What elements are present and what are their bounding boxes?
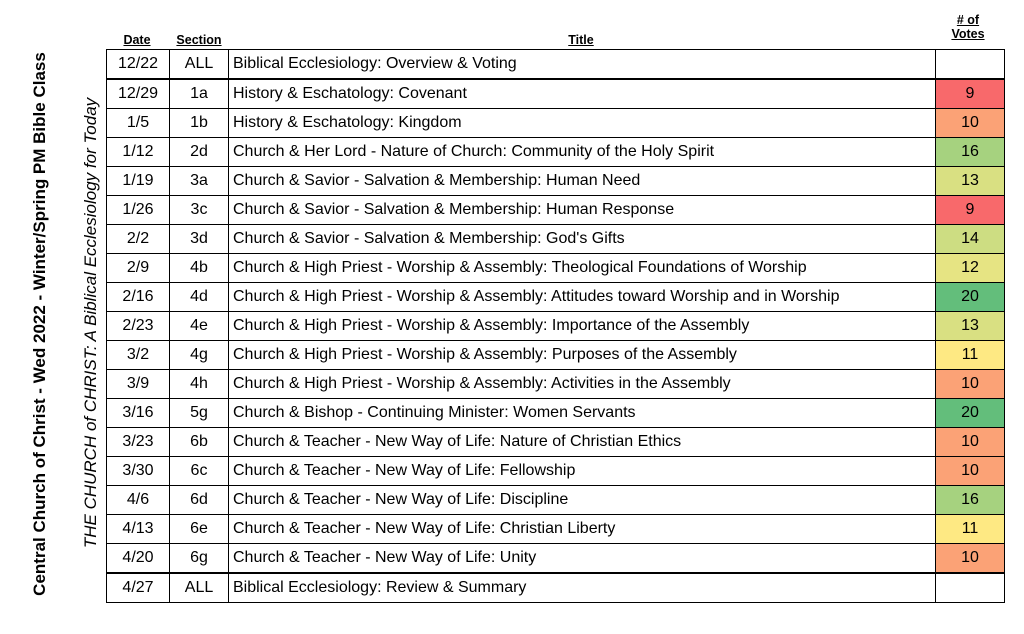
cell-date: 2/23	[107, 312, 170, 341]
cell-section: 3a	[170, 167, 229, 196]
cell-title: Church & Savior - Salvation & Membership: Human Response	[229, 196, 936, 225]
cell-title: Church & Savior - Salvation & Membership: God's Gifts	[229, 225, 936, 254]
header-votes-label: # of Votes	[951, 13, 985, 41]
table-row	[107, 254, 1005, 283]
side-subtitle: THE CHURCH of CHRIST: A Biblical Ecclesiology for Today	[81, 97, 100, 549]
cell-votes: 9	[936, 79, 1005, 109]
cell-section: 6b	[170, 428, 229, 457]
table-row	[107, 50, 1005, 80]
cell-date: 3/2	[107, 341, 170, 370]
cell-votes: 13	[936, 312, 1005, 341]
table-row	[107, 167, 1005, 196]
cell-title: Church & High Priest - Worship & Assembly: Attitudes toward Worship and in Worship	[229, 283, 936, 312]
table-row	[107, 225, 1005, 254]
cell-title: Church & Teacher - New Way of Life: Christian Liberty	[229, 515, 936, 544]
cell-votes: 10	[936, 457, 1005, 486]
cell-date: 2/2	[107, 225, 170, 254]
cell-date: 1/19	[107, 167, 170, 196]
cell-votes: 13	[936, 167, 1005, 196]
cell-date: 3/9	[107, 370, 170, 399]
table-row	[107, 79, 1005, 109]
cell-votes: 11	[936, 341, 1005, 370]
cell-votes: 10	[936, 109, 1005, 138]
table-row	[107, 573, 1005, 603]
cell-date: 3/16	[107, 399, 170, 428]
table-row	[107, 544, 1005, 574]
header-title: Title	[568, 33, 594, 47]
table-row	[107, 399, 1005, 428]
cell-votes: 10	[936, 544, 1005, 574]
cell-date: 4/27	[107, 573, 170, 603]
table-row	[107, 312, 1005, 341]
cell-votes: 14	[936, 225, 1005, 254]
cell-section: 4d	[170, 283, 229, 312]
cell-date: 4/20	[107, 544, 170, 574]
cell-votes: 16	[936, 138, 1005, 167]
cell-date: 3/30	[107, 457, 170, 486]
table-row	[107, 457, 1005, 486]
cell-title: Church & Her Lord - Nature of Church: Community of the Holy Spirit	[229, 138, 936, 167]
cell-section: 4b	[170, 254, 229, 283]
cell-votes: 10	[936, 370, 1005, 399]
cell-votes: 20	[936, 399, 1005, 428]
table-row	[107, 283, 1005, 312]
cell-section: ALL	[170, 573, 229, 603]
table-row	[107, 486, 1005, 515]
cell-votes: 11	[936, 515, 1005, 544]
cell-section: 3c	[170, 196, 229, 225]
cell-date: 4/13	[107, 515, 170, 544]
cell-title: Biblical Ecclesiology: Review & Summary	[229, 573, 936, 603]
cell-title: Church & High Priest - Worship & Assembly: Importance of the Assembly	[229, 312, 936, 341]
cell-votes	[936, 50, 1005, 80]
cell-section: 4e	[170, 312, 229, 341]
cell-title: Church & Bishop - Continuing Minister: Women Servants	[229, 399, 936, 428]
cell-section: 6c	[170, 457, 229, 486]
cell-section: 4g	[170, 341, 229, 370]
cell-title: Biblical Ecclesiology: Overview & Voting	[229, 50, 936, 80]
cell-votes: 16	[936, 486, 1005, 515]
cell-votes	[936, 573, 1005, 603]
schedule-table	[106, 49, 1005, 603]
cell-title: History & Eschatology: Kingdom	[229, 109, 936, 138]
cell-title: Church & Savior - Salvation & Membership: Human Need	[229, 167, 936, 196]
header-date: Date	[123, 33, 151, 47]
cell-title: Church & Teacher - New Way of Life: Discipline	[229, 486, 936, 515]
cell-title: Church & High Priest - Worship & Assembly: Activities in the Assembly	[229, 370, 936, 399]
cell-date: 1/12	[107, 138, 170, 167]
cell-section: 6d	[170, 486, 229, 515]
table-row	[107, 109, 1005, 138]
cell-votes: 12	[936, 254, 1005, 283]
cell-section: 5g	[170, 399, 229, 428]
cell-title: Church & High Priest - Worship & Assembly: Theological Foundations of Worship	[229, 254, 936, 283]
cell-section: 6g	[170, 544, 229, 574]
header-votes	[934, 13, 1002, 41]
cell-votes: 10	[936, 428, 1005, 457]
table-row	[107, 515, 1005, 544]
cell-section: 1b	[170, 109, 229, 138]
cell-section: 4h	[170, 370, 229, 399]
cell-section: 3d	[170, 225, 229, 254]
cell-votes: 9	[936, 196, 1005, 225]
side-title: Central Church of Christ - Wed 2022 - Winter/Spring PM Bible Class	[30, 52, 49, 596]
table-row	[107, 138, 1005, 167]
table-row	[107, 370, 1005, 399]
table-row	[107, 428, 1005, 457]
cell-date: 12/22	[107, 50, 170, 80]
cell-title: Church & Teacher - New Way of Life: Fellowship	[229, 457, 936, 486]
header-section: Section	[176, 33, 222, 47]
table-row	[107, 341, 1005, 370]
cell-date: 2/16	[107, 283, 170, 312]
table-row	[107, 196, 1005, 225]
cell-date: 1/5	[107, 109, 170, 138]
cell-title: History & Eschatology: Covenant	[229, 79, 936, 109]
cell-date: 4/6	[107, 486, 170, 515]
cell-title: Church & Teacher - New Way of Life: Nature of Christian Ethics	[229, 428, 936, 457]
cell-votes: 20	[936, 283, 1005, 312]
cell-date: 3/23	[107, 428, 170, 457]
cell-section: 2d	[170, 138, 229, 167]
cell-date: 1/26	[107, 196, 170, 225]
cell-section: 6e	[170, 515, 229, 544]
cell-date: 12/29	[107, 79, 170, 109]
cell-date: 2/9	[107, 254, 170, 283]
cell-section: ALL	[170, 50, 229, 80]
schedule-table-body	[107, 50, 1005, 603]
cell-title: Church & High Priest - Worship & Assembly: Purposes of the Assembly	[229, 341, 936, 370]
cell-section: 1a	[170, 79, 229, 109]
cell-title: Church & Teacher - New Way of Life: Unity	[229, 544, 936, 574]
